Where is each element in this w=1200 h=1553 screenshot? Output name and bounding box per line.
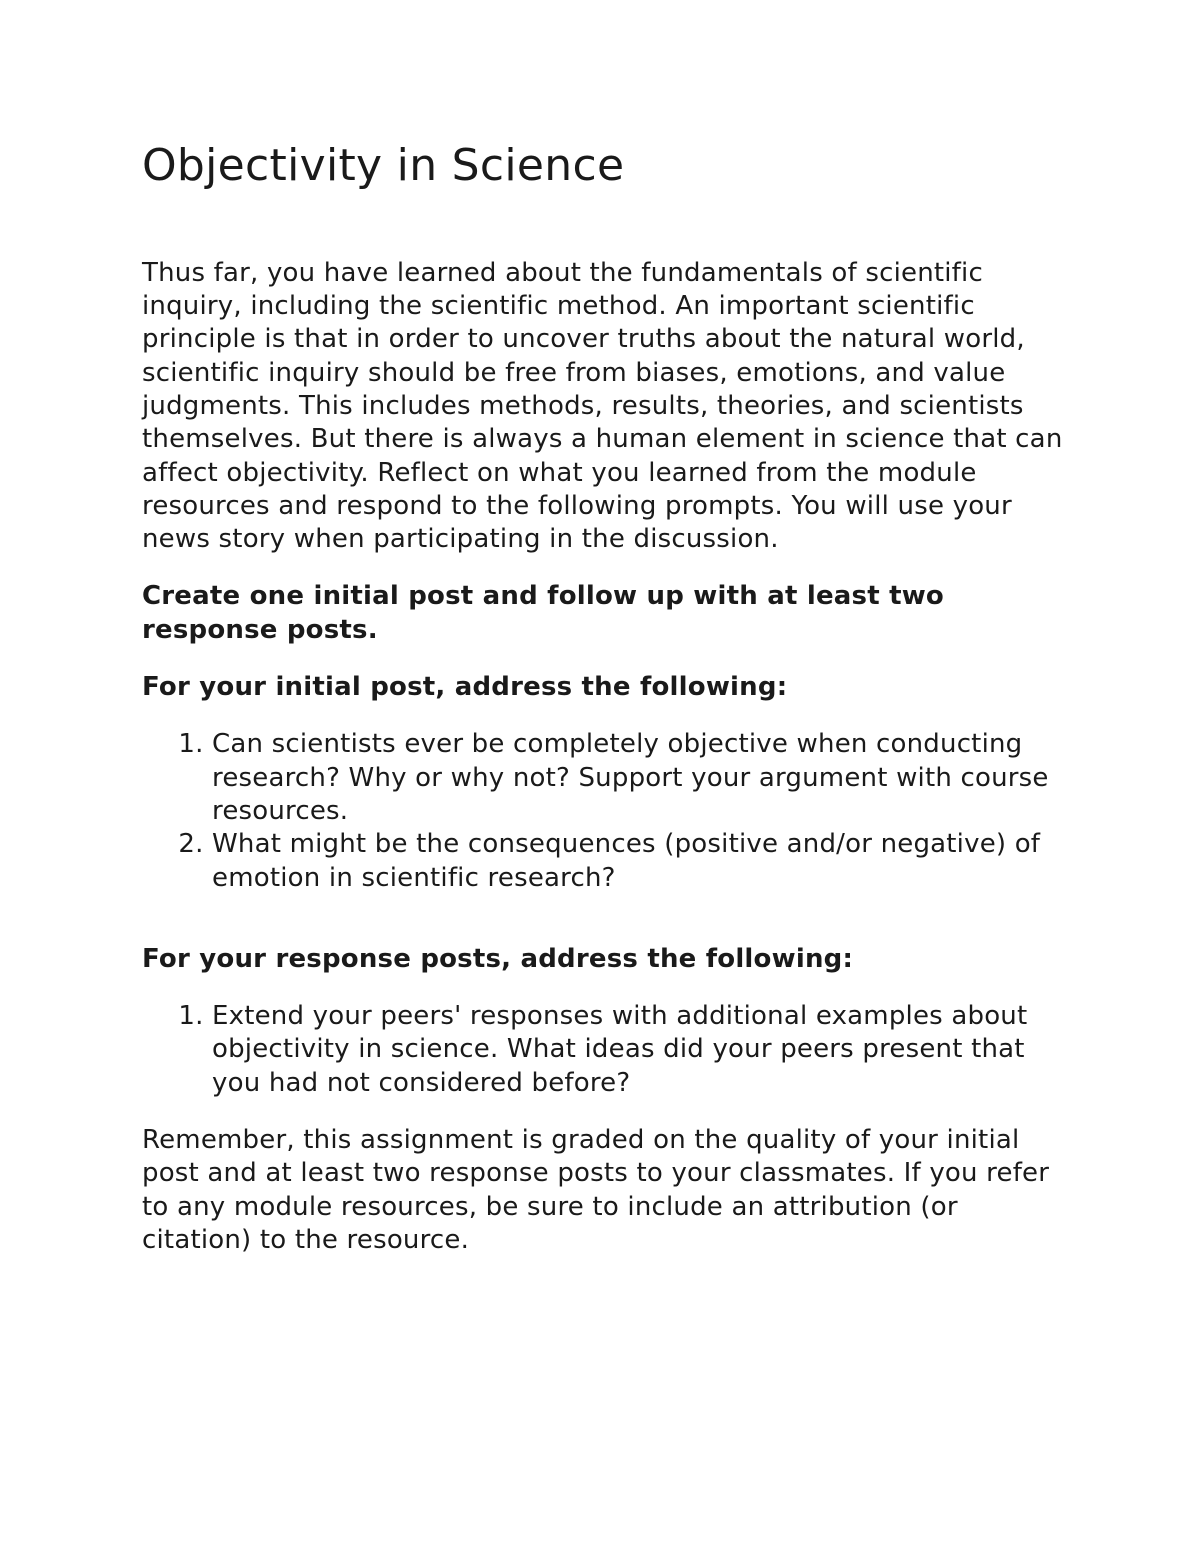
document-title: Objectivity in Science xyxy=(142,140,625,191)
spacer xyxy=(142,919,1072,943)
list-item: 1. Can scientists ever be completely objective when conducting research? Why or why not? Support your argument with course resources. xyxy=(212,728,1072,828)
intro-paragraph: Thus far, you have learned about the fundamentals of scientific inquiry, including the scientific method. An important scientific principle is that in order to uncover truths about the natural world, scientific inquiry should be free from biases, emotions, and value judgments. This includes methods, results, theories, and scientists themselves. But there is always a human element in science that can affect objectivity. Reflect on what you learned from the module resources and respond to the following prompts. You will use your news story when participating in the discussion. xyxy=(142,257,1063,555)
instruction-heading: Create one initial post and follow up with at least two response posts. xyxy=(142,581,944,645)
list-item: 1. Extend your peers' responses with additional examples about objectivity in science. What ideas did your peers present that you had not considered before? xyxy=(212,1000,1072,1100)
response-posts-heading: For your response posts, address the following: xyxy=(142,943,854,974)
closing-paragraph: Remember, this assignment is graded on the quality of your initial post and at least two response posts to your classmates. If you refer to any module resources, be sure to include an attribution (or citation) to the resource. xyxy=(142,1125,1050,1255)
document-page xyxy=(142,140,1072,1281)
initial-post-heading: For your initial post, address the following: xyxy=(142,672,788,703)
list-item: 2. What might be the consequences (positive and/or negative) of emotion in scientific research? xyxy=(212,828,1072,895)
initial-post-list xyxy=(142,728,1072,894)
response-post-list xyxy=(142,1000,1072,1100)
